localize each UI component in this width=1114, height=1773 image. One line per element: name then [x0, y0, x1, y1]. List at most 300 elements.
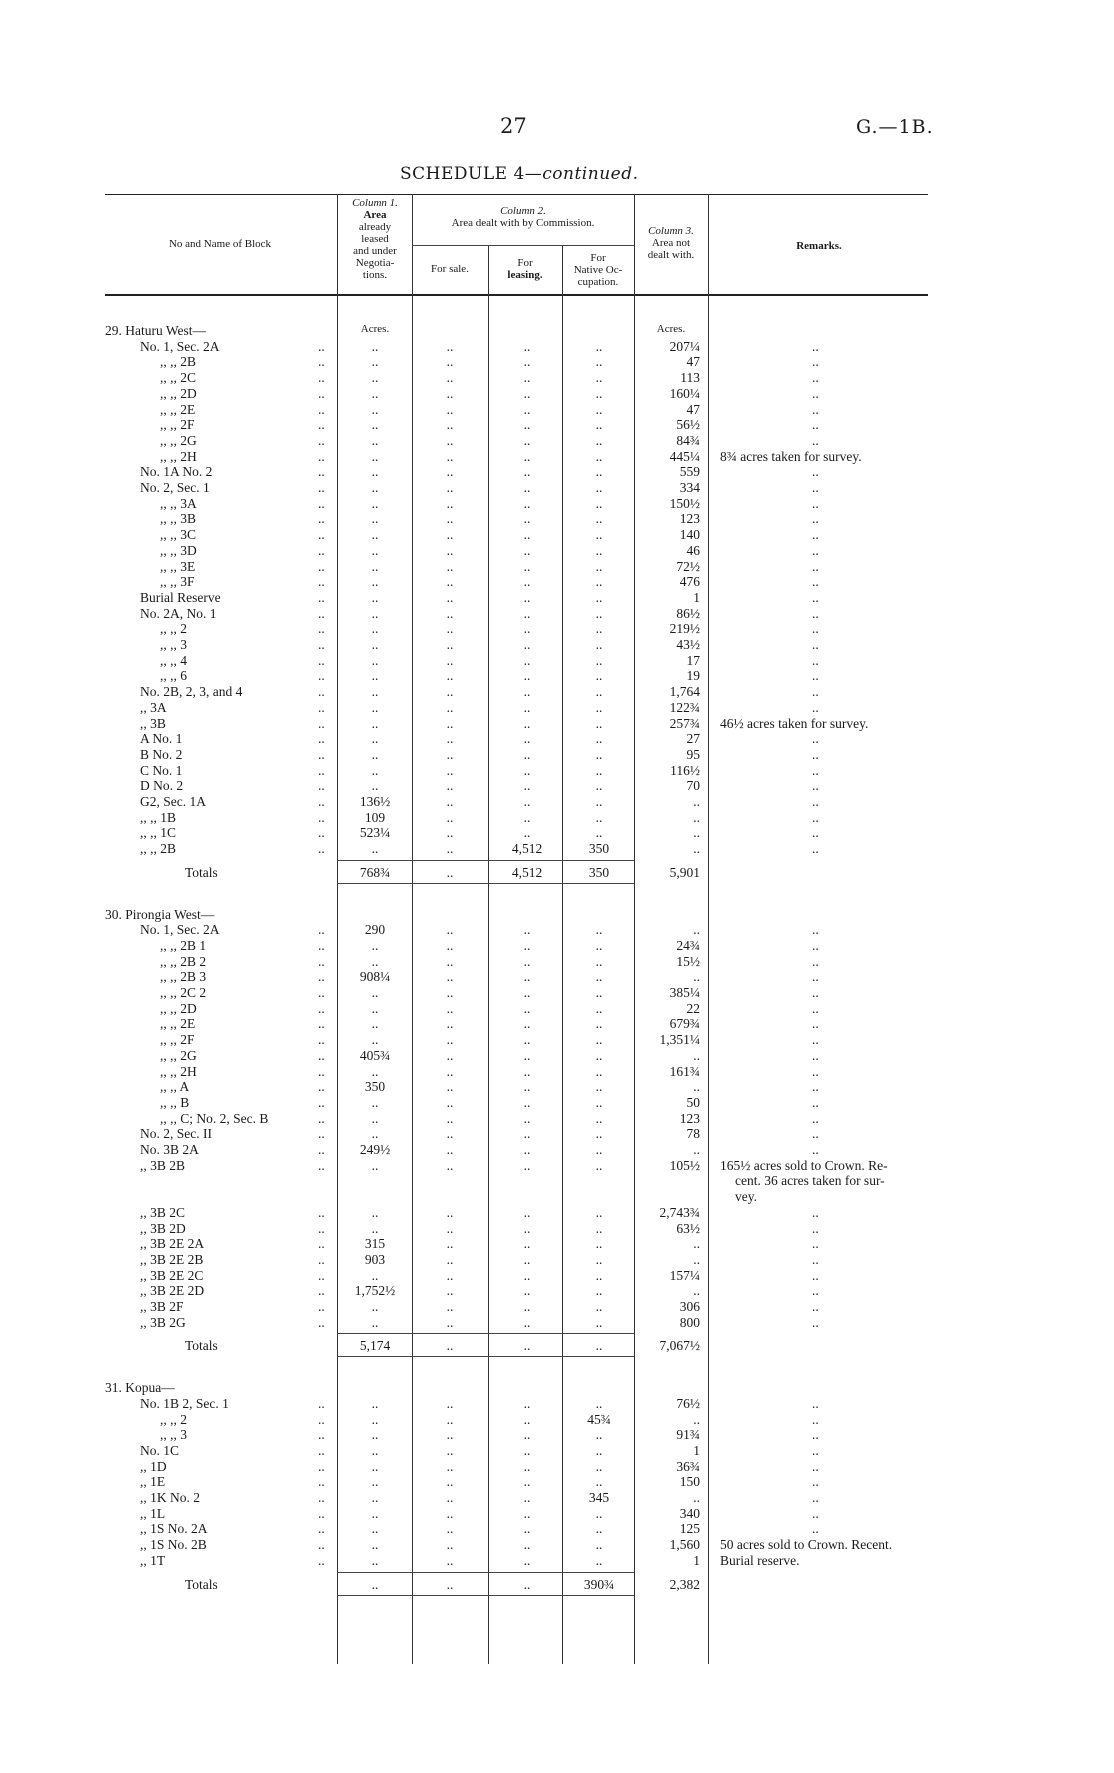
cell-c2: ..: [446, 1314, 454, 1330]
cell-c2: ..: [446, 1142, 454, 1157]
row-label: No. 2, Sec. 1: [140, 480, 210, 495]
cell-c5: 123: [679, 1110, 700, 1126]
cell-c3: ..: [523, 778, 531, 794]
remark: ..: [812, 401, 819, 417]
table-row: [0, 1016, 1114, 1031]
cell-c4: ..: [595, 1079, 603, 1095]
cell-c5: 46: [686, 542, 700, 558]
cell-c1: ..: [371, 1521, 379, 1537]
table-row: [0, 1095, 1114, 1110]
cell-c3: ..: [523, 558, 531, 574]
leader-dots: ..: [318, 1299, 325, 1314]
header-col1-line3: leased: [361, 233, 389, 245]
cell-c2: ..: [446, 589, 454, 605]
remark: ..: [812, 1474, 819, 1490]
cell-c4: 345: [588, 1490, 610, 1505]
table-row: [0, 1064, 1114, 1079]
table-row: [0, 1111, 1114, 1126]
cell-c2: ..: [446, 605, 454, 621]
remark: ..: [812, 370, 819, 386]
cell-c5: 43½: [676, 637, 700, 652]
cell-c1: ..: [371, 480, 379, 495]
table-row: [0, 716, 1114, 731]
cell-c5: ..: [693, 1490, 700, 1505]
remark: ..: [812, 684, 819, 700]
cell-c3: ..: [523, 542, 531, 558]
remark: ..: [812, 1047, 819, 1063]
row-label: ,, 3B 2E 2A: [140, 1236, 205, 1252]
cell-c5: ..: [693, 809, 700, 825]
remark: ..: [812, 621, 819, 637]
row-label: ,, 1D: [140, 1458, 167, 1474]
cell-c2: ..: [446, 699, 454, 715]
table-row: [0, 621, 1114, 636]
cell-c5: 157¼: [669, 1267, 700, 1283]
remark: ..: [812, 1063, 819, 1079]
row-label: ,, ,, 3F: [160, 574, 195, 590]
leader-dots: ..: [318, 746, 325, 762]
cell-c4: ..: [595, 448, 603, 464]
leader-dots: ..: [318, 684, 325, 700]
cell-c1: ..: [371, 1490, 379, 1505]
cell-c4: ..: [595, 527, 603, 543]
cell-c4: ..: [595, 1338, 603, 1354]
table-row: [0, 527, 1114, 542]
cell-c2: ..: [446, 480, 454, 495]
cell-c3: ..: [523, 985, 531, 1000]
cell-c2: ..: [446, 1427, 454, 1443]
totals-row: [0, 1577, 1114, 1592]
cell-c2: ..: [446, 1251, 454, 1267]
row-label: B No. 2: [140, 746, 183, 762]
cell-c2: ..: [446, 1283, 454, 1299]
leader-dots: ..: [318, 401, 325, 417]
cell-c4: ..: [595, 1521, 603, 1537]
leader-dots: ..: [318, 1537, 325, 1553]
row-label: ,, ,, 2F: [160, 417, 195, 433]
cell-c3: ..: [523, 731, 531, 747]
cell-c2: ..: [446, 1505, 454, 1521]
row-label: ,, 1K No. 2: [140, 1490, 200, 1505]
cell-c4: ..: [595, 809, 603, 825]
cell-c2: ..: [446, 637, 454, 652]
row-label: ,, ,, 2B 1: [160, 937, 207, 953]
cell-c4: ..: [595, 652, 603, 668]
row-label: ,, ,, 2D: [160, 1000, 197, 1016]
cell-c5: 22: [686, 1000, 700, 1016]
cell-c2: ..: [446, 1016, 454, 1032]
table-row: [0, 1205, 1114, 1220]
cell-c5: 116½: [670, 762, 700, 778]
remark: ..: [812, 1032, 819, 1048]
table-row: [0, 1427, 1114, 1442]
cell-c1: ..: [371, 762, 379, 778]
totals-rule: [337, 1333, 634, 1334]
table-row: [0, 922, 1114, 937]
cell-c1: ..: [371, 621, 379, 637]
table-row: [0, 1189, 1114, 1204]
remark: ..: [812, 574, 819, 590]
cell-c2: ..: [446, 1094, 454, 1110]
remark: ..: [812, 699, 819, 715]
row-label: ,, 3B: [140, 715, 166, 731]
leader-dots: ..: [318, 699, 325, 715]
cell-c5: 113: [680, 370, 700, 386]
row-label: Totals: [185, 1576, 218, 1592]
cell-c1: 903: [364, 1251, 386, 1267]
header-col2c-line2: Native Oc-: [573, 264, 623, 276]
cell-c3: ..: [523, 1110, 531, 1126]
cell-c3: ..: [523, 637, 531, 652]
leader-dots: ..: [318, 778, 325, 794]
row-label: No. 2, Sec. II: [140, 1126, 212, 1142]
remark: ..: [812, 1142, 819, 1157]
cell-c5: 17: [686, 652, 700, 668]
remark: ..: [812, 1458, 819, 1474]
leader-dots: ..: [318, 1047, 325, 1063]
cell-c1: 5,174: [359, 1338, 391, 1354]
row-label: ,, ,, 2F: [160, 1032, 195, 1048]
cell-c3: ..: [523, 1395, 531, 1411]
row-label: ,, 3B 2G: [140, 1314, 186, 1330]
remark: ..: [812, 1126, 819, 1142]
totals-row: [0, 1338, 1114, 1353]
table-row: [0, 684, 1114, 699]
row-label: ,, 3B 2D: [140, 1220, 186, 1236]
cell-c4: ..: [595, 464, 603, 480]
cell-c4: ..: [595, 746, 603, 762]
leader-dots: ..: [318, 417, 325, 433]
cell-c5: 19: [686, 668, 700, 684]
table-row: [0, 778, 1114, 793]
row-label: ,, 1L: [140, 1505, 166, 1521]
remark: ..: [812, 527, 819, 543]
row-label: 31. Kopua—: [105, 1380, 175, 1396]
cell-c5: ..: [693, 1411, 700, 1427]
cell-c4: ..: [595, 1220, 603, 1236]
remark: ..: [812, 495, 819, 511]
cell-c3: ..: [523, 464, 531, 480]
cell-c2: ..: [446, 684, 454, 700]
cell-c3: ..: [523, 448, 531, 464]
cell-c5: 95: [686, 746, 700, 762]
cell-c1: 315: [364, 1236, 386, 1252]
table-row: [0, 1001, 1114, 1016]
remark: ..: [812, 511, 819, 527]
row-label: ,, ,, 4: [160, 652, 187, 668]
cell-c3: ..: [523, 511, 531, 527]
leader-dots: ..: [318, 354, 325, 370]
table-row: [0, 402, 1114, 417]
cell-c4: ..: [595, 1552, 603, 1568]
row-label: 29. Haturu West—: [105, 323, 207, 338]
cell-c5: 161¾: [669, 1063, 700, 1079]
leader-dots: ..: [318, 480, 325, 495]
row-label: No. 1, Sec. 2A: [140, 922, 220, 938]
table-row: [0, 653, 1114, 668]
cell-c3: ..: [523, 953, 531, 969]
remark: 50 acres sold to Crown. Recent.: [720, 1537, 893, 1553]
table-row: [0, 841, 1114, 856]
row-label: D No. 2: [140, 778, 184, 794]
table-row: [0, 1553, 1114, 1568]
block-heading-row: [0, 1380, 1114, 1395]
cell-c2: ..: [446, 511, 454, 527]
cell-c5: 70: [686, 778, 700, 794]
remark: ..: [812, 762, 819, 778]
cell-c5: 24¾: [676, 937, 700, 953]
leader-dots: ..: [318, 825, 325, 841]
cell-c2: ..: [446, 794, 454, 809]
cell-c5: 78: [686, 1126, 700, 1142]
cell-c2: ..: [446, 1537, 454, 1553]
cell-c1: ..: [371, 495, 379, 511]
header-col1-line5: Negotia-: [355, 257, 395, 269]
cell-c5: ..: [693, 1283, 700, 1299]
cell-c5: ..: [693, 969, 700, 985]
leader-dots: ..: [318, 432, 325, 448]
cell-c3: ..: [523, 1338, 531, 1354]
cell-c3: ..: [523, 370, 531, 386]
table-row: [0, 1268, 1114, 1283]
remark: ..: [812, 922, 819, 938]
leader-dots: ..: [318, 1267, 325, 1283]
cell-c1: ..: [371, 1126, 379, 1142]
cell-c1: ..: [371, 370, 379, 386]
table-row: [0, 1459, 1114, 1474]
cell-c1: ..: [371, 1220, 379, 1236]
cell-c2: ..: [446, 432, 454, 448]
row-label: ,, ,, 2G: [160, 432, 197, 448]
cell-c2: ..: [446, 464, 454, 480]
cell-c2: ..: [446, 338, 454, 354]
table-row: [0, 731, 1114, 746]
header-col2c-line3: cupation.: [577, 276, 619, 288]
cell-c4: ..: [595, 637, 603, 652]
table-row: [0, 464, 1114, 479]
cell-c1: 1,752½: [354, 1283, 396, 1299]
remark: ..: [812, 605, 819, 621]
remark: Burial reserve.: [720, 1552, 800, 1568]
cell-c1: 136½: [359, 794, 391, 809]
cell-c4: ..: [595, 1474, 603, 1490]
table-row: [0, 606, 1114, 621]
row-label: ,, ,, 3C: [160, 527, 197, 543]
table-row: [0, 825, 1114, 840]
cell-c4: ..: [595, 1427, 603, 1443]
table-row: [0, 1236, 1114, 1251]
table-row: [0, 763, 1114, 778]
cell-c1: ..: [371, 558, 379, 574]
units-col1: Acres.: [360, 323, 390, 335]
row-label: ,, ,, 2E: [160, 1016, 196, 1032]
leader-dots: ..: [318, 1314, 325, 1330]
block-heading-row: [0, 907, 1114, 922]
remark: ..: [812, 480, 819, 495]
table-row: [0, 1299, 1114, 1314]
cell-c4: ..: [595, 1000, 603, 1016]
cell-c4: ..: [595, 605, 603, 621]
cell-c3: ..: [523, 1094, 531, 1110]
cell-c4: ..: [595, 1016, 603, 1032]
cell-c3: 4,512: [511, 864, 543, 880]
table-row: [0, 1521, 1114, 1536]
cell-c1: ..: [371, 511, 379, 527]
row-label: ,, ,, 3E: [160, 558, 196, 574]
leader-dots: ..: [318, 1094, 325, 1110]
leader-dots: ..: [318, 385, 325, 401]
cell-c4: ..: [595, 370, 603, 386]
cell-c1: ..: [371, 338, 379, 354]
remark: ..: [812, 652, 819, 668]
table-row: [0, 511, 1114, 526]
remark: ..: [812, 338, 819, 354]
table-row: [0, 700, 1114, 715]
header-col2b-line1: For: [517, 257, 533, 269]
remark: ..: [812, 1110, 819, 1126]
cell-c2: ..: [446, 1474, 454, 1490]
cell-c3: ..: [523, 401, 531, 417]
cell-c2: ..: [446, 1267, 454, 1283]
cell-c4: ..: [595, 480, 603, 495]
row-label: ,, 3B 2F: [140, 1299, 184, 1314]
row-label: ,, ,, 2B 2: [160, 953, 207, 969]
cell-c1: ..: [371, 1110, 379, 1126]
cell-c2: ..: [446, 1220, 454, 1236]
table-row: [0, 354, 1114, 369]
cell-c5: 1: [693, 589, 700, 605]
totals-rule: [337, 1356, 634, 1357]
table-row: [0, 637, 1114, 652]
remark: ..: [812, 385, 819, 401]
cell-c1: ..: [371, 542, 379, 558]
remark: ..: [812, 731, 819, 747]
remark: ..: [812, 464, 819, 480]
cell-c4: ..: [595, 684, 603, 700]
leader-dots: ..: [318, 448, 325, 464]
cell-c4: ..: [595, 1267, 603, 1283]
table-row: [0, 1252, 1114, 1267]
leader-dots: ..: [318, 841, 325, 857]
cell-c1: ..: [371, 778, 379, 794]
leader-dots: ..: [318, 652, 325, 668]
cell-c2: ..: [446, 937, 454, 953]
cell-c1: ..: [371, 1063, 379, 1079]
table-row: [0, 1283, 1114, 1298]
cell-c4: ..: [595, 511, 603, 527]
cell-c3: ..: [523, 1427, 531, 1443]
remark: ..: [812, 809, 819, 825]
title-main: SCHEDULE 4—: [400, 164, 543, 184]
cell-c4: ..: [595, 1251, 603, 1267]
row-label: ,, ,, 2E: [160, 401, 196, 417]
remark: ..: [812, 794, 819, 809]
cell-c4: ..: [595, 432, 603, 448]
cell-c5: 47: [686, 354, 700, 370]
leader-dots: ..: [318, 1458, 325, 1474]
cell-c5: 27: [686, 731, 700, 747]
cell-c3: ..: [523, 762, 531, 778]
table-row: [0, 1443, 1114, 1458]
remark: ..: [812, 1236, 819, 1252]
header-col3-line2: dealt with.: [647, 249, 695, 261]
header-col3-line1: Area not: [651, 237, 691, 249]
cell-c3: ..: [523, 1458, 531, 1474]
cell-c2: ..: [446, 448, 454, 464]
cell-c4: ..: [595, 1236, 603, 1252]
cell-c5: 140: [679, 527, 700, 543]
row-label: Totals: [185, 864, 218, 880]
cell-c5: 150: [679, 1474, 700, 1490]
cell-c1: ..: [371, 1411, 379, 1427]
cell-c3: ..: [523, 1299, 531, 1314]
cell-c3: ..: [523, 1236, 531, 1252]
cell-c3: ..: [523, 495, 531, 511]
cell-c5: 7,067½: [659, 1338, 700, 1354]
row-label: ,, 3B 2E 2C: [140, 1267, 204, 1283]
row-label: ,, ,, 2: [160, 621, 187, 637]
cell-c3: ..: [523, 922, 531, 938]
cell-c3: ..: [523, 684, 531, 700]
remark: ..: [812, 1220, 819, 1236]
cell-c1: ..: [371, 1094, 379, 1110]
cell-c2: ..: [446, 354, 454, 370]
cell-c4: 350: [588, 841, 610, 857]
leader-dots: ..: [318, 1079, 325, 1095]
cell-c1: ..: [371, 417, 379, 433]
remark: ..: [812, 825, 819, 841]
cell-c5: 86½: [676, 605, 700, 621]
cell-c3: ..: [523, 1490, 531, 1505]
cell-c5: 91¾: [676, 1427, 700, 1443]
totals-rule: [337, 1572, 634, 1573]
row-label: ,, ,, B: [160, 1094, 190, 1110]
cell-c3: ..: [523, 652, 531, 668]
cell-c4: ..: [595, 621, 603, 637]
cell-c5: 306: [679, 1299, 700, 1314]
cell-c3: ..: [523, 1283, 531, 1299]
cell-c3: ..: [523, 1442, 531, 1458]
cell-c1: ..: [371, 841, 379, 857]
cell-c3: ..: [523, 1157, 531, 1173]
cell-c1: ..: [371, 401, 379, 417]
cell-c2: ..: [446, 1063, 454, 1079]
leader-dots: ..: [318, 1204, 325, 1220]
remark-line: vey.: [735, 1189, 757, 1205]
cell-c1: ..: [371, 1427, 379, 1443]
table-row: [0, 1506, 1114, 1521]
cell-c1: ..: [371, 668, 379, 684]
cell-c4: ..: [595, 1442, 603, 1458]
cell-c4: ..: [595, 1110, 603, 1126]
cell-c3: ..: [523, 1267, 531, 1283]
cell-c4: ..: [595, 1537, 603, 1553]
remark: 165½ acres sold to Crown. Re-: [720, 1157, 888, 1173]
leader-dots: ..: [318, 969, 325, 985]
cell-c5: 63½: [676, 1220, 700, 1236]
cell-c5: ..: [693, 1251, 700, 1267]
cell-c5: 445¼: [669, 448, 700, 464]
table-row: [0, 1537, 1114, 1552]
cell-c3: ..: [523, 1505, 531, 1521]
cell-c1: ..: [371, 684, 379, 700]
cell-c3: ..: [523, 589, 531, 605]
cell-c1: 405¾: [359, 1047, 391, 1063]
leader-dots: ..: [318, 1427, 325, 1443]
cell-c2: ..: [446, 1079, 454, 1095]
row-label: ,, ,, 2D: [160, 385, 197, 401]
cell-c1: 350: [364, 1079, 386, 1095]
